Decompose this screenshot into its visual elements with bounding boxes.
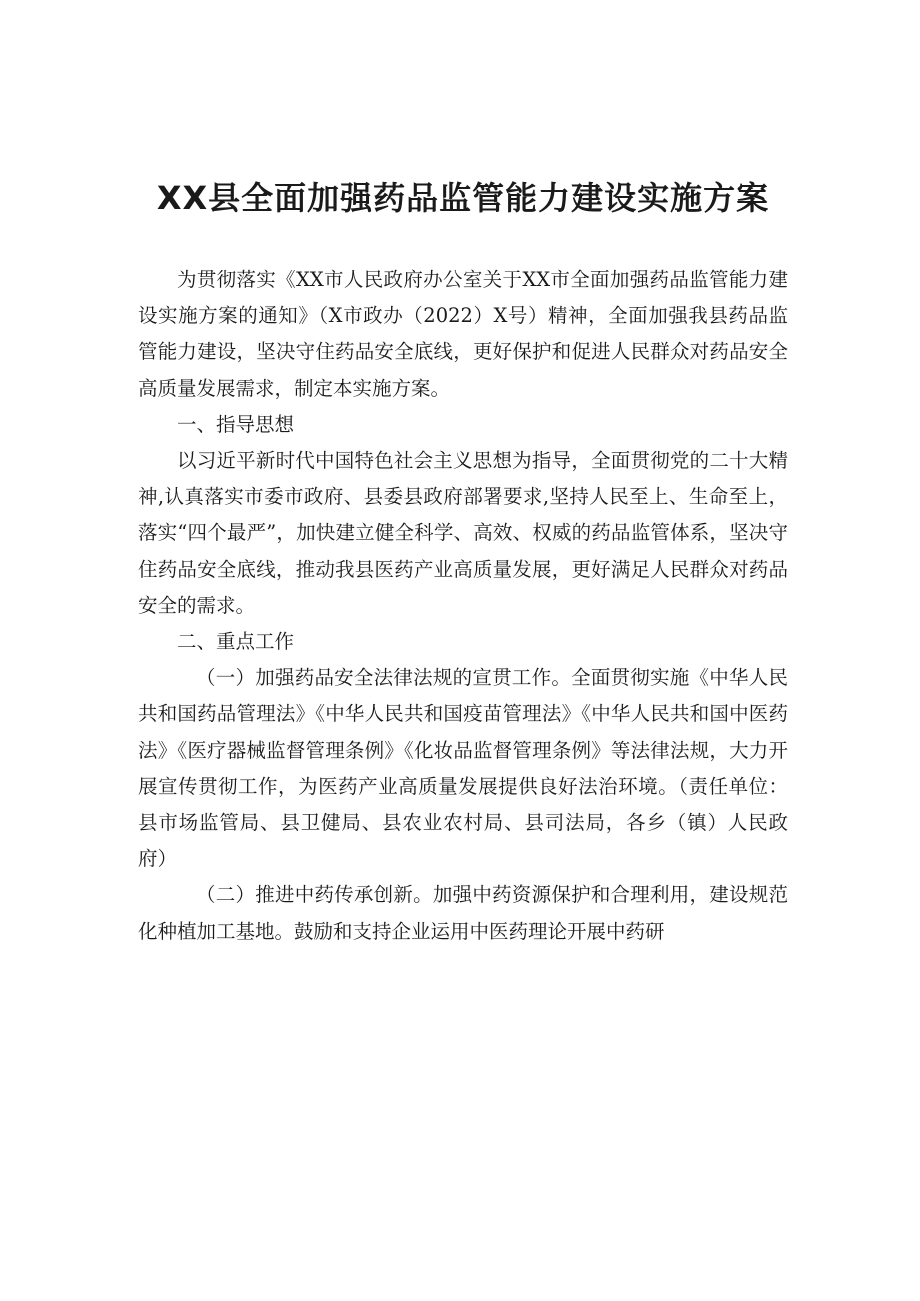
section-heading-guiding-ideology: 一、指导思想 — [177, 412, 295, 436]
document-page — [138, 0, 788, 1301]
key-work-item-1: （一）加强药品安全法律法规的宣贯工作。全面贯彻实施《中华人民共和国药品管理法》《中华人民共和国疫苗管理法》《中华人民共和国中医药法》《医疗器械监督管理条例》《化妆品监督管理条例》等法律法规，大力开展宣传贯彻工作，为医药产业高质量发展提供良好法治环境。（责任单位：县市场监管局、县卫健局、县农业农村局、县司法局，各乡（镇）人民政府） — [138, 666, 788, 871]
guiding-ideology-paragraph: 以习近平新时代中国特色社会主义思想为指导，全面贯彻党的二十大精神,认真落实市委市政府、县委县政府部署要求,坚持人民至上、生命至上，落实“四个最严”，加快建立健全科学、高效、权威的药品监管体系，坚决守住药品安全底线，推动我县医药产业高质量发展，更好满足人民群众对药品安全的需求。 — [138, 449, 788, 617]
document-title: XX县全面加强药品监管能力建设实施方案 — [156, 179, 770, 217]
section-heading-key-work: 二、重点工作 — [177, 630, 295, 654]
document-body — [138, 262, 788, 950]
key-work-item-2: （二）推进中药传承创新。加强中药资源保护和合理利用，建设规范化种植加工基地。鼓励和支持企业运用中医药理论开展中药研 — [138, 883, 788, 943]
intro-paragraph: 为贯彻落实《XX市人民政府办公室关于XX市全面加强药品监管能力建设实施方案的通知》（X市政办（2022）X号）精神，全面加强我县药品监管能力建设，坚决守住药品安全底线，更好保护和促进人民群众对药品安全高质量发展需求，制定本实施方案。 — [138, 268, 788, 400]
